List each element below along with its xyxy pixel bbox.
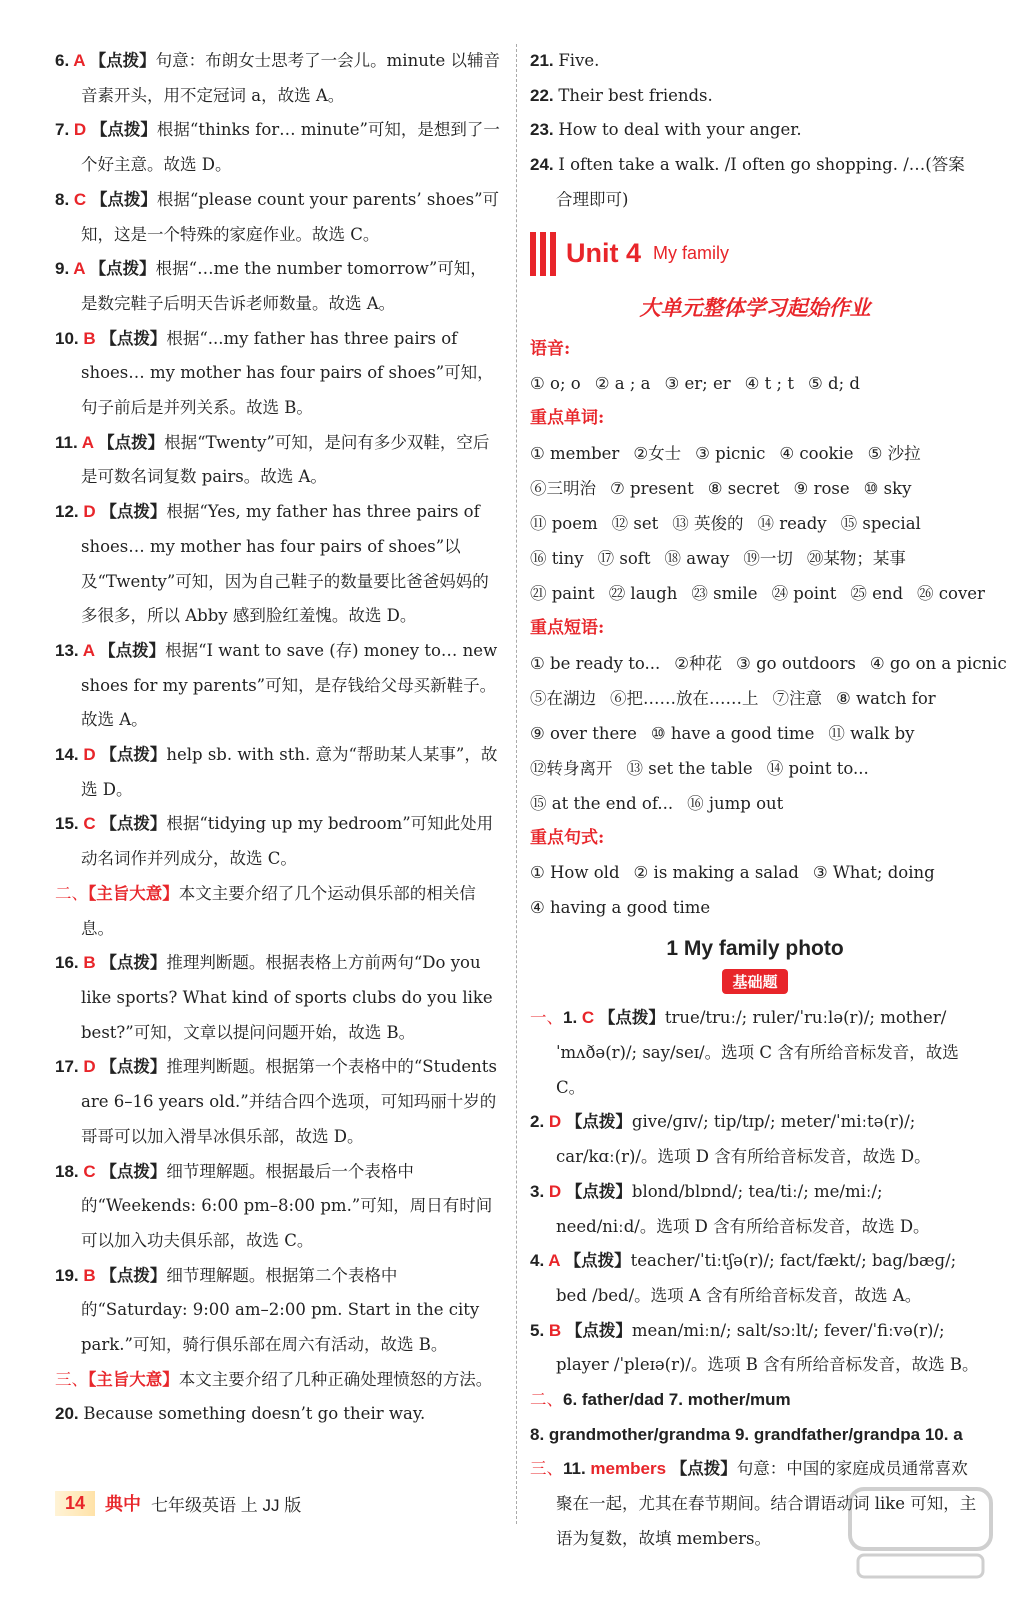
hint-tag: 【点拨】 — [598, 1008, 665, 1028]
answer-entry: ⑪ poem — [530, 513, 598, 533]
explanation-text: 根据“Yes, my father has three pairs of shoes… my mother has four pairs of shoes”以及“Twenty”可知，因为自己鞋子的数量要比爸爸妈妈的多很多，所以 Abby 感到脸红羞愧。故选 D。 — [81, 502, 489, 626]
answer-entry: ⑲一切 — [743, 548, 793, 568]
unit-title: Unit 4 — [566, 238, 642, 269]
question-number: 23. — [530, 120, 559, 140]
answer-entry: ⑰ soft — [597, 548, 651, 568]
answer-letter: A — [548, 1251, 565, 1271]
question-number: 2. — [530, 1112, 549, 1132]
question-number: 24. — [530, 155, 559, 175]
answer-letter: A — [81, 432, 99, 452]
answer-item — [55, 426, 502, 495]
answer-entry: ⑯ tiny — [530, 548, 584, 568]
explanation-text: Their best friends. — [558, 85, 713, 105]
fill-answers: 8. grandmother/grandma 9. grandfather/grandpa 10. a — [530, 1424, 963, 1444]
yuyin-label: 语音: — [530, 338, 571, 359]
answer-item — [55, 634, 502, 738]
question-number: 21. — [530, 51, 559, 70]
question-number: 8. — [55, 189, 74, 209]
yuyin-answers — [530, 366, 980, 401]
answer-item — [530, 148, 980, 217]
answer-entry: ⑧ secret — [707, 478, 780, 498]
explanation-text: teacher/ˈtiːtʃə(r)/; fact/fækt/; bag/bæɡ/; bed /bed/。选项 A 含有所给音标发音，故选 A。 — [556, 1251, 957, 1305]
answer-entry: ① How old — [530, 863, 620, 883]
explanation-text: 根据“please count your parents’ shoes”可知，这是一个特殊的家庭作业。故选 C。 — [81, 189, 500, 244]
answer-letter: C — [83, 814, 101, 834]
answer-entry: ④ t ; t — [744, 374, 794, 394]
answer-entry: ⑩ have a good time — [650, 723, 815, 743]
explanation-text: 句意：中国的家庭成员通常喜欢聚在一起，尤其在春节期间。结合谓语动词 like 可知，主语为复数，故填 members。 — [556, 1459, 977, 1548]
answer-entry: ⑥三明治 — [530, 478, 596, 498]
answer-item — [55, 113, 502, 182]
answer-entry: ⑫转身离开 — [530, 758, 613, 778]
question-number: 16. — [55, 953, 84, 973]
answer-letter: D — [83, 1057, 101, 1077]
question-number: 6. — [55, 51, 74, 70]
answers-21-24 — [530, 44, 980, 218]
answer-entry: ⑳某物；某事 — [806, 548, 906, 568]
hint-tag: 【点拨】 — [565, 1320, 632, 1340]
explanation-text: 根据“tidying up my bedroom”可知此处用动名词作并列成分，故选 C。 — [81, 814, 494, 869]
answer-entry: ㉒ laugh — [608, 583, 678, 603]
lesson-title: 1 My family photo — [666, 937, 844, 961]
answer-entry: ⑭ point to... — [766, 758, 869, 778]
hint-tag: 【点拨】 — [90, 120, 157, 140]
answer-entry: ⑮ at the end of... — [530, 793, 674, 813]
explanation-text: 本文主要介绍了几个运动俱乐部的相关信息。 — [81, 883, 476, 938]
answer-item — [55, 44, 502, 113]
answer-entry: ⑱ away — [664, 548, 730, 568]
question-number: 12. — [55, 502, 84, 522]
hint-tag: 【点拨】 — [565, 1112, 632, 1132]
explanation-text: 本文主要介绍了几种正确处理愤怒的方法。 — [178, 1369, 493, 1389]
answer-letter: A — [73, 259, 90, 279]
answer-item — [530, 1175, 980, 1244]
danci-answers — [530, 436, 985, 611]
answer-letter: A — [82, 640, 100, 660]
watermark-stamp-icon — [848, 1487, 993, 1582]
question-number: 19. — [55, 1265, 84, 1285]
question-number: 4. — [530, 1251, 549, 1271]
hint-tag: 【点拨】 — [564, 1251, 631, 1271]
answer-item — [55, 322, 502, 426]
answer-entry: ⑤ 沙拉 — [867, 443, 921, 463]
section-number: 三、 — [530, 1459, 563, 1479]
answer-entry: ⑨ over there — [530, 723, 637, 743]
hint-tag: 【点拨】 — [100, 1057, 167, 1077]
answer-entry: ③ go outdoors — [736, 653, 856, 673]
explanation-text: 根据“…me the number tomorrow”可知，是数完鞋子后明天告诉老师数量。故选 A。 — [81, 259, 487, 313]
answer-entry: ② a ; a — [594, 374, 651, 394]
explanation-text: give/ɡɪv/; tip/tɪp/; meter/ˈmiːtə(r)/; car/kɑː(r)/。选项 D 含有所给音标发音，故选 D。 — [556, 1112, 931, 1167]
answer-item — [55, 1050, 502, 1154]
hint-tag: 【点拨】 — [99, 640, 166, 660]
explanation-text: How to deal with your anger. — [558, 120, 802, 140]
level-badge: 基础题 — [722, 969, 787, 994]
answer-entry: ⑥把……放在……上 — [610, 688, 759, 708]
answer-entry: ⑦注意 — [772, 688, 822, 708]
duanyu-answers — [530, 646, 1007, 821]
hint-tag: 【点拨】 — [100, 745, 167, 765]
answer-entry: ④ go on a picnic — [869, 653, 1007, 673]
answer-entry: ① member — [530, 443, 620, 463]
answer-item — [530, 113, 980, 148]
question-number: 13. — [55, 640, 83, 660]
answer-entry: ③ picnic — [695, 443, 766, 463]
answer-item — [55, 946, 502, 1050]
answer-letter: D — [73, 120, 91, 140]
explanation-text: Five. — [558, 51, 600, 70]
hint-tag: 【点拨】 — [100, 953, 167, 973]
answer-item — [530, 1105, 980, 1174]
answer-line — [530, 646, 1007, 681]
answer-entry: ① o; o — [530, 374, 581, 394]
answer-item — [55, 1259, 502, 1363]
explanation-text: blond/blɒnd/; tea/tiː/; me/miː/; need/niːd/。选项 D 含有所给音标发音，故选 D。 — [556, 1181, 930, 1236]
answer-line — [530, 890, 980, 925]
answer-item — [55, 1155, 502, 1259]
question-number: 20. — [55, 1404, 84, 1424]
answer-entry: ㉕ end — [850, 583, 904, 603]
question-number: 14. — [55, 745, 84, 765]
answer-item — [55, 1363, 502, 1398]
answer-letter: members — [590, 1459, 671, 1479]
brand-logo: 典中 — [105, 1494, 142, 1514]
explanation-text: I often take a walk. /I often go shopping. /…(答案合理即可) — [556, 155, 965, 209]
hint-tag: 【点拨】 — [89, 51, 156, 70]
answer-letter: C — [83, 1161, 101, 1181]
page-number: 14 — [55, 1491, 95, 1516]
section-banner: 大单元整体学习起始作业 — [639, 294, 871, 320]
question-number: 11. — [55, 432, 82, 452]
hint-tag: 【点拨】 — [100, 1265, 167, 1285]
explanation-text: 根据“thinks for… minute”可知，是想到了一个好主意。故选 D。 — [81, 120, 500, 175]
answer-letter: A — [73, 51, 90, 70]
answer-item — [55, 252, 502, 321]
answer-letter: D — [83, 745, 101, 765]
answer-line — [530, 576, 985, 611]
column-divider — [516, 44, 517, 1524]
answer-entry: ⑤ d; d — [808, 374, 860, 394]
hint-tag: 【点拨】 — [100, 502, 167, 522]
answer-item — [55, 807, 502, 876]
answer-letter: C — [73, 189, 91, 209]
answer-line — [530, 471, 980, 506]
answer-entry: ⑩ sky — [863, 478, 912, 498]
left-column — [55, 44, 502, 1432]
hint-tag: 【点拨】 — [98, 432, 165, 452]
answer-entry: ⑪ walk by — [828, 723, 915, 743]
answer-item — [530, 79, 980, 114]
explanation-text: 细节理解题。根据最后一个表格中的“Weekends: 6:00 pm–8:00 pm.”可知，周日有时间可以加入功夫俱乐部，故选 C。 — [81, 1161, 493, 1250]
answer-item — [530, 1001, 980, 1105]
answer-letter: B — [83, 953, 101, 973]
hint-tag: 【点拨】 — [565, 1181, 632, 1201]
answer-letter: D — [83, 502, 101, 522]
answer-entry: ⑭ ready — [757, 513, 827, 533]
hint-tag: 【点拨】 — [100, 1161, 167, 1181]
answer-entry: ⑬ set the table — [626, 758, 753, 778]
answer-item — [530, 1418, 980, 1453]
answer-entry: ④ having a good time — [530, 898, 711, 918]
right-column — [530, 44, 1007, 1557]
answer-line — [530, 506, 980, 541]
jushi-label: 重点句式: — [530, 827, 605, 848]
hint-tag: 【点拨】 — [100, 814, 167, 834]
answer-entry: ㉖ cover — [917, 583, 985, 603]
answer-line — [530, 541, 980, 576]
jushi-answers — [530, 855, 980, 925]
answer-line — [530, 716, 980, 751]
question-number: 11. — [563, 1459, 591, 1479]
answer-item — [530, 44, 980, 79]
answer-item — [55, 738, 502, 807]
answer-line — [530, 681, 980, 716]
unit-subtitle: My family — [653, 243, 730, 264]
question-number: 9. — [55, 259, 74, 279]
duanyu-label: 重点短语: — [530, 617, 605, 638]
question-number: 15. — [55, 814, 84, 834]
answer-item — [55, 1397, 502, 1432]
page-footer — [55, 1490, 301, 1516]
unit-header — [530, 224, 980, 284]
answer-entry: ⑨ rose — [793, 478, 850, 498]
hint-tag: 【主旨大意】 — [88, 1369, 179, 1389]
answer-entry: ㉓ smile — [691, 583, 758, 603]
question-number: 3. — [530, 1181, 549, 1201]
answer-entry: ⑤在湖边 — [530, 688, 596, 708]
answer-item — [530, 1314, 980, 1383]
answer-entry: ②种花 — [674, 653, 723, 673]
answer-item — [530, 1383, 980, 1418]
answer-entry: ① be ready to... — [530, 653, 661, 673]
answer-entry: ②女士 — [633, 443, 682, 463]
explanation-text: 句意：布朗女士思考了一会儿。minute 以辅音音素开头，用不定冠词 a，故选 A。 — [81, 51, 500, 105]
answer-item — [55, 495, 502, 634]
explanation-text: 根据“...my father has three pairs of shoes… my mother has four pairs of shoes”可知，句子前后是并列关系。故选 B。 — [81, 328, 494, 418]
section-number: 三、 — [55, 1369, 88, 1389]
explanation-text: true/truː/; ruler/ˈruːlə(r)/; mother/ˈmʌðə(r)/; say/seɪ/。选项 C 含有所给音标发音，故选 C。 — [556, 1008, 959, 1097]
question-number: 1. — [563, 1008, 582, 1028]
answer-entry: ㉑ paint — [530, 583, 595, 603]
unit-bars-icon — [530, 232, 556, 276]
answer-line — [530, 786, 980, 821]
answer-entry: ㉔ point — [771, 583, 837, 603]
answer-letter: B — [548, 1320, 566, 1340]
answer-line — [530, 855, 980, 890]
explanation-text: 根据“I want to save (存) money to… new shoes for my parents”可知，是存钱给父母买新鞋子。故选 A。 — [81, 640, 498, 730]
answer-item — [55, 183, 502, 252]
question-number: 18. — [55, 1161, 84, 1181]
answer-entry: ⑦ present — [610, 478, 694, 498]
answer-entry: ⑯ jump out — [687, 793, 784, 813]
hint-tag: 【点拨】 — [670, 1459, 737, 1479]
answer-entry: ⑧ watch for — [836, 688, 936, 708]
explanation-text: Because something doesn’t go their way. — [83, 1404, 426, 1424]
answer-entry: ③ What; doing — [812, 863, 935, 883]
answer-entry: ② is making a salad — [633, 863, 799, 883]
answer-letter: D — [548, 1112, 566, 1132]
answer-letter: B — [83, 328, 101, 348]
explanation-text: mean/miːn/; salt/sɔːlt/; fever/ˈfiːvə(r)/; player /ˈpleɪə(r)/。选项 B 含有所给音标发音，故选 B。 — [556, 1320, 979, 1375]
book-info: 七年级英语 上 JJ 版 — [151, 1495, 302, 1515]
explanation-text: 细节理解题。根据第二个表格中的“Saturday: 9:00 am–2:00 pm. Start in the city park.”可知，骑行俱乐部在周六有活动，故选 B。 — [81, 1265, 480, 1355]
answers-lesson — [530, 1001, 980, 1556]
answer-letter: C — [581, 1008, 599, 1028]
explanation-text: 推理判断题。根据表格上方前两句“Do you like sports? What kind of sports clubs do you like best?”可知，文章以提问问题开始，故选 B。 — [81, 953, 493, 1042]
section-number: 二、 — [530, 1390, 563, 1410]
question-number: 10. — [55, 328, 84, 348]
explanation-text: 推理判断题。根据第一个表格中的“Students are 6–16 years old.”并结合四个选项，可知玛丽十岁的哥哥可以加入滑旱冰俱乐部，故选 D。 — [81, 1057, 497, 1146]
section-number: 二、 — [55, 883, 88, 903]
question-number: 22. — [530, 85, 559, 105]
danci-label: 重点单词: — [530, 408, 605, 429]
answer-entry: ⑫ set — [611, 513, 659, 533]
hint-tag: 【主旨大意】 — [88, 883, 179, 903]
explanation-text: 根据“Twenty”可知，是问有多少双鞋，空后是可数名词复数 pairs。故选 A。 — [81, 432, 490, 487]
answer-entry: ④ cookie — [779, 443, 854, 463]
answer-letter: B — [83, 1265, 101, 1285]
section-number: 一、 — [530, 1008, 563, 1028]
question-number: 17. — [55, 1057, 84, 1077]
hint-tag: 【点拨】 — [100, 328, 167, 348]
fill-answers: 6. father/dad 7. mother/mum — [563, 1390, 791, 1410]
answer-entry: ③ er; er — [664, 374, 731, 394]
answer-letter: D — [548, 1181, 566, 1201]
hint-tag: 【点拨】 — [89, 259, 156, 279]
hint-tag: 【点拨】 — [90, 189, 157, 209]
question-number: 5. — [530, 1320, 549, 1340]
question-number: 7. — [55, 120, 74, 140]
answer-entry: ⑮ special — [840, 513, 921, 533]
answer-line — [530, 366, 980, 401]
answer-item — [55, 877, 502, 946]
explanation-text: help sb. with sth. 意为“帮助某人某事”，故选 D。 — [81, 745, 498, 799]
answer-item — [530, 1244, 980, 1313]
answer-line — [530, 436, 980, 471]
answer-line — [530, 751, 980, 786]
answer-entry: ⑬ 英俊的 — [672, 513, 744, 533]
